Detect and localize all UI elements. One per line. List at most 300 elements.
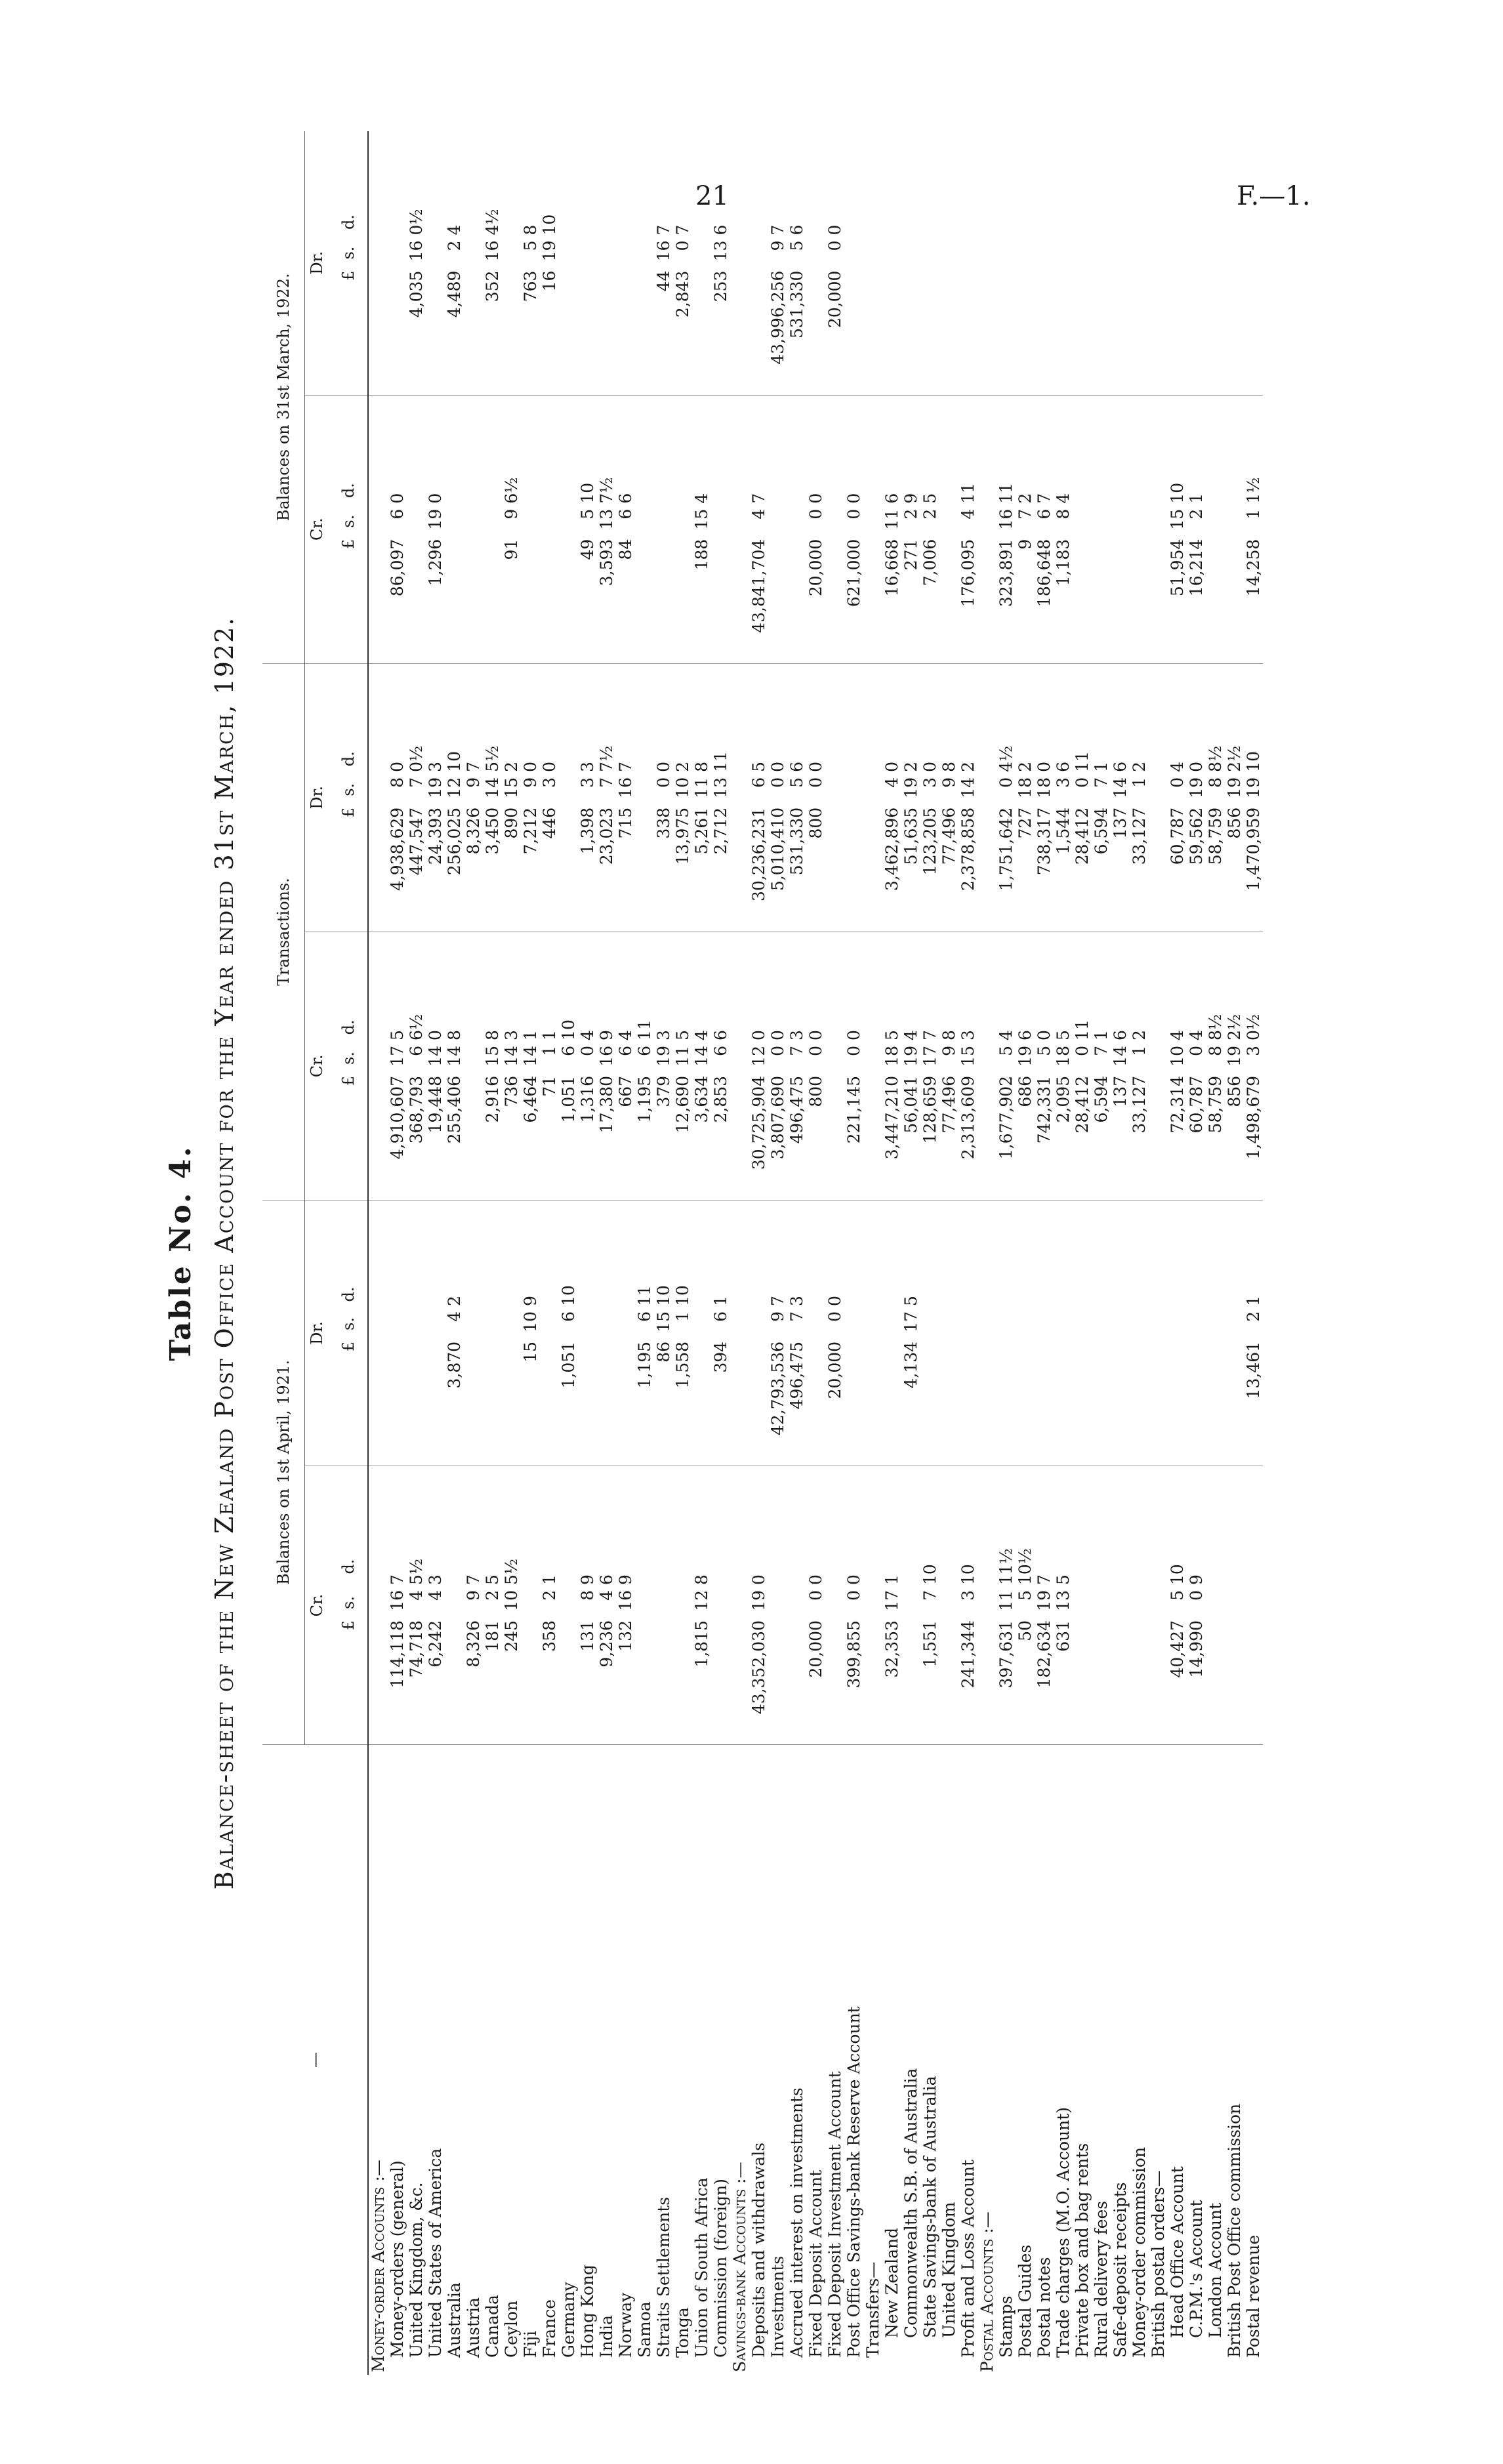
table-row xyxy=(388,131,407,2375)
amount-pounds xyxy=(958,1339,978,1466)
amount-shillings xyxy=(1244,238,1263,268)
amount-pence: 2½ xyxy=(1225,745,1244,772)
amount-pence: 0 xyxy=(844,1574,863,1585)
amount-shillings xyxy=(635,506,654,537)
amount-pence: 7 xyxy=(768,224,787,236)
amount-shillings xyxy=(863,1309,882,1339)
amount-shillings xyxy=(1206,506,1225,537)
amount-pence: 6 xyxy=(882,493,901,504)
amount-pounds: 16,668 xyxy=(882,539,901,597)
amount-pence: 1 xyxy=(882,1574,901,1585)
column-gap xyxy=(597,395,616,475)
amount-pounds xyxy=(1073,1618,1092,1745)
amount-pounds: 394 xyxy=(711,1341,730,1373)
column-gap xyxy=(1054,131,1073,206)
amount-pence xyxy=(939,206,958,237)
column-gap xyxy=(368,1200,388,1280)
amount-pounds xyxy=(882,268,901,396)
amount-pence xyxy=(635,743,654,775)
amount-pounds: 14,990 xyxy=(1187,1620,1206,1678)
amount-shillings: 14 xyxy=(1111,777,1130,798)
amount-pounds: 32,353 xyxy=(882,1620,901,1678)
amount-shillings xyxy=(635,775,654,805)
amount-pounds xyxy=(1073,1339,1092,1466)
amount-pounds: 9 xyxy=(1016,539,1035,550)
amount-pence xyxy=(1092,1280,1111,1309)
amount-pounds: 30,725,904 xyxy=(749,1075,768,1170)
amount-shillings xyxy=(1225,238,1244,268)
column-gap xyxy=(388,932,407,1012)
amount-pence xyxy=(825,743,844,775)
table-row xyxy=(1206,131,1225,2375)
row-label: Union of South Africa xyxy=(692,1745,711,2375)
table-row xyxy=(711,131,730,2375)
amount-pounds: 17,380 xyxy=(597,1075,616,1134)
amount-pounds: 58,759 xyxy=(1206,807,1225,865)
amount-pounds xyxy=(1111,268,1130,396)
amount-pence: 2½ xyxy=(1225,1014,1244,1040)
column-gap xyxy=(388,1200,407,1280)
amount-pence xyxy=(1130,1546,1149,1588)
amount-pounds xyxy=(1054,1339,1073,1466)
column-gap xyxy=(540,1200,559,1280)
column-gap xyxy=(920,1466,939,1546)
column-gap xyxy=(1187,1200,1206,1280)
amount-shillings: 4 xyxy=(407,1590,426,1601)
column-gap xyxy=(958,131,978,206)
column-gap xyxy=(578,1466,597,1546)
amount-pence xyxy=(616,1280,635,1309)
amount-shillings xyxy=(730,506,749,537)
column-gap xyxy=(654,663,673,743)
amount-pence: 0½ xyxy=(1244,1014,1263,1040)
table-row xyxy=(1054,131,1073,2375)
amount-shillings: 18 xyxy=(1035,777,1054,798)
amount-pounds xyxy=(635,268,654,396)
amount-pounds: 114,118 xyxy=(388,1620,407,1689)
amount-pounds xyxy=(997,268,1016,396)
row-label: British Post Office commission xyxy=(1225,1745,1244,2375)
amount-pounds xyxy=(464,1339,483,1466)
amount-pence xyxy=(978,1012,997,1043)
amount-shillings: 0 xyxy=(1187,1590,1206,1601)
amount-shillings: 12 xyxy=(749,1045,768,1067)
amount-pounds: 8,326 xyxy=(464,1620,483,1668)
amount-shillings xyxy=(1016,1309,1035,1339)
amount-shillings: 6 xyxy=(711,1045,730,1056)
amount-pence: 7 xyxy=(920,1030,939,1040)
column-gap xyxy=(635,1466,654,1546)
row-label: Ceylon xyxy=(502,1745,521,2375)
amount-pounds xyxy=(1168,1339,1187,1466)
amount-shillings xyxy=(635,1588,654,1618)
amount-shillings xyxy=(540,506,559,537)
table-row xyxy=(863,131,882,2375)
amount-pence: 9 xyxy=(578,1574,597,1585)
amount-shillings: 16 xyxy=(597,1045,616,1067)
amount-pounds xyxy=(863,1339,882,1466)
column-gap xyxy=(749,395,768,475)
amount-pounds: 74,718 xyxy=(407,1620,426,1678)
table-row xyxy=(1168,131,1187,2375)
amount-pounds xyxy=(882,1339,901,1466)
amount-pounds: 397,631 xyxy=(997,1620,1016,1689)
column-gap xyxy=(1168,932,1187,1012)
amount-shillings: 10 xyxy=(1168,1045,1187,1067)
dr-header: Dr. xyxy=(305,1200,330,1466)
amount-pounds: 60,787 xyxy=(1168,807,1187,865)
amount-pence: 0 xyxy=(388,761,407,772)
column-gap xyxy=(749,932,768,1012)
amount-shillings xyxy=(635,238,654,268)
amount-pence: 7½ xyxy=(597,477,616,504)
amount-pounds xyxy=(407,537,426,664)
column-gap xyxy=(730,932,749,1012)
column-gap xyxy=(464,663,483,743)
amount-pounds: 86 xyxy=(654,1341,673,1363)
amount-shillings xyxy=(407,506,426,537)
amount-shillings: 12 xyxy=(445,777,464,798)
amount-shillings xyxy=(1054,1309,1073,1339)
amount-shillings xyxy=(958,238,978,268)
amount-pence: 3 xyxy=(426,1574,445,1585)
amount-pounds: 253 xyxy=(711,270,730,302)
amount-pence xyxy=(711,475,730,506)
amount-shillings: 9 xyxy=(768,240,787,251)
unit-pence-header: d. xyxy=(329,1280,368,1309)
amount-shillings: 1 xyxy=(673,1311,692,1322)
amount-pence xyxy=(368,206,388,237)
amount-pence: 1 xyxy=(1187,493,1206,504)
amount-shillings: 8 xyxy=(1206,1045,1225,1056)
amount-shillings xyxy=(978,1588,997,1618)
unit-spacer xyxy=(329,131,368,206)
column-gap xyxy=(901,663,920,743)
amount-shillings xyxy=(1225,1588,1244,1618)
amount-pounds: 447,547 xyxy=(407,807,426,876)
amount-shillings: 13 xyxy=(597,508,616,530)
column-gap xyxy=(426,932,445,1012)
amount-pence xyxy=(787,1546,806,1588)
amount-pence: 7 xyxy=(464,1574,483,1585)
amount-pounds xyxy=(578,268,597,396)
amount-pence xyxy=(1206,1280,1225,1309)
table-title: Table No. 4. xyxy=(164,1145,197,1361)
table-row xyxy=(1244,131,1263,2375)
amount-pence: 6½ xyxy=(407,1014,426,1040)
amount-pence: 5 xyxy=(1054,1030,1073,1040)
amount-shillings: 2 xyxy=(1187,508,1206,520)
amount-pounds xyxy=(559,268,578,396)
table-row xyxy=(749,131,768,2375)
sheet-code: F.—1. xyxy=(1237,181,1311,211)
amount-pence xyxy=(1035,1280,1054,1309)
amount-pounds: 2,378,858 xyxy=(958,807,978,892)
amount-pounds xyxy=(1092,1339,1111,1466)
amount-pounds xyxy=(368,537,388,664)
column-gap xyxy=(768,1466,787,1546)
amount-pence xyxy=(1073,475,1092,506)
amount-pounds xyxy=(997,1339,1016,1466)
column-gap xyxy=(958,932,978,1012)
amount-pounds xyxy=(1149,1339,1168,1466)
column-gap xyxy=(787,1466,806,1546)
amount-shillings xyxy=(863,238,882,268)
row-label: Germany xyxy=(559,1745,578,2375)
column-gap xyxy=(863,663,882,743)
amount-pounds xyxy=(1054,268,1073,396)
amount-pounds xyxy=(825,537,844,664)
column-gap xyxy=(483,1200,502,1280)
amount-shillings xyxy=(578,238,597,268)
amount-shillings: 2 xyxy=(483,1590,502,1601)
amount-pence: 11½ xyxy=(997,1548,1016,1585)
amount-shillings xyxy=(559,238,578,268)
amount-pounds: 1,677,902 xyxy=(997,1075,1016,1160)
amount-pounds: 77,496 xyxy=(939,807,958,865)
amount-shillings xyxy=(882,238,901,268)
amount-shillings: 7 xyxy=(787,1045,806,1056)
row-label: Transfers— xyxy=(863,1745,882,2375)
column-gap xyxy=(597,1200,616,1280)
amount-shillings: 19 xyxy=(749,1590,768,1611)
column-gap xyxy=(692,663,711,743)
amount-pounds: 28,412 xyxy=(1073,1075,1092,1134)
amount-pence: 4 xyxy=(1168,1030,1187,1040)
amount-pounds xyxy=(1149,805,1168,932)
column-gap xyxy=(901,1200,920,1280)
amount-shillings xyxy=(920,238,939,268)
column-gap xyxy=(654,1466,673,1546)
amount-pounds: 1,195 xyxy=(635,1341,654,1389)
amount-shillings xyxy=(1149,1309,1168,1339)
amount-shillings: 17 xyxy=(388,1045,407,1067)
amount-shillings xyxy=(1073,1588,1092,1618)
column-gap xyxy=(388,663,407,743)
column-gap xyxy=(1206,663,1225,743)
amount-shillings: 1 xyxy=(540,1045,559,1056)
amount-pence: 3 xyxy=(502,1030,521,1040)
column-gap xyxy=(1054,932,1073,1012)
column-gap xyxy=(1168,395,1187,475)
amount-pence: 5 xyxy=(1054,1574,1073,1585)
column-gap xyxy=(711,1466,730,1546)
column-gap xyxy=(502,1466,521,1546)
amount-pounds: 20,000 xyxy=(806,1620,825,1678)
amount-pounds xyxy=(958,268,978,396)
amount-pence xyxy=(978,743,997,775)
amount-pounds xyxy=(1149,537,1168,664)
amount-shillings: 3 xyxy=(1054,777,1073,788)
unit-spacer xyxy=(329,395,368,475)
amount-pence xyxy=(939,475,958,506)
column-gap xyxy=(464,395,483,475)
unit-pence-header: d. xyxy=(329,1012,368,1043)
column-gap xyxy=(1130,1466,1149,1546)
column-gap xyxy=(901,1466,920,1546)
column-gap xyxy=(882,663,901,743)
column-gap xyxy=(578,131,597,206)
amount-pence xyxy=(1073,1546,1092,1588)
amount-shillings xyxy=(920,1309,939,1339)
amount-pence: 5 xyxy=(901,1296,920,1306)
column-gap xyxy=(1035,1466,1054,1546)
amount-pence: 4 xyxy=(616,1030,635,1040)
column-gap xyxy=(1035,131,1054,206)
amount-pounds: 50 xyxy=(1016,1620,1035,1641)
amount-pounds: 182,634 xyxy=(1035,1620,1054,1689)
amount-pence: 4 xyxy=(901,1030,920,1040)
amount-pounds: 13,975 xyxy=(673,807,692,865)
amount-pounds: 763 xyxy=(521,270,540,302)
amount-shillings xyxy=(825,775,844,805)
table-row xyxy=(654,131,673,2375)
amount-pounds: 188 xyxy=(692,539,711,571)
column-gap xyxy=(749,663,768,743)
amount-pounds xyxy=(540,537,559,664)
amount-pounds xyxy=(1168,268,1187,396)
amount-pounds xyxy=(1244,1618,1263,1745)
row-label: Postal revenue xyxy=(1244,1745,1263,2375)
column-gap xyxy=(1244,1200,1263,1280)
amount-shillings: 7 xyxy=(407,777,426,788)
table-row xyxy=(844,131,863,2375)
amount-pence: 4 xyxy=(997,1030,1016,1040)
column-gap xyxy=(978,932,997,1012)
column-gap xyxy=(768,932,787,1012)
amount-pounds xyxy=(1225,537,1244,664)
amount-pounds: 496,475 xyxy=(787,1341,806,1410)
amount-pence xyxy=(1149,1546,1168,1588)
amount-shillings xyxy=(863,1043,882,1073)
amount-pence xyxy=(978,206,997,237)
amount-pounds: 58,759 xyxy=(1206,1075,1225,1134)
column-gap xyxy=(540,1466,559,1546)
amount-shillings: 0 xyxy=(654,777,673,788)
amount-pence: 10 xyxy=(1168,1564,1187,1585)
amount-pence xyxy=(616,206,635,237)
amount-pence xyxy=(1206,206,1225,237)
amount-pence: 7 xyxy=(464,761,483,772)
amount-pounds xyxy=(654,1618,673,1745)
amount-shillings xyxy=(749,238,768,268)
amount-pounds xyxy=(1016,268,1035,396)
amount-shillings xyxy=(1092,1588,1111,1618)
amount-pence: 6 xyxy=(1111,1030,1130,1040)
column-gap xyxy=(882,932,901,1012)
amount-pence: 4 xyxy=(445,224,464,236)
column-gap xyxy=(654,1200,673,1280)
column-gap xyxy=(597,131,616,206)
amount-pence xyxy=(540,1280,559,1309)
amount-pounds xyxy=(939,268,958,396)
column-gap xyxy=(730,131,749,206)
amount-shillings: 9 xyxy=(768,1311,787,1322)
amount-shillings: 1 xyxy=(1130,1045,1149,1056)
amount-pounds xyxy=(1016,1339,1035,1466)
column-gap xyxy=(1016,1466,1035,1546)
amount-pounds: 30,236,231 xyxy=(749,807,768,901)
column-gap xyxy=(692,1466,711,1546)
row-label: C.P.M.'s Account xyxy=(1187,1745,1206,2375)
amount-shillings: 5 xyxy=(1035,1045,1054,1056)
amount-pence: 10 xyxy=(654,1285,673,1306)
table-row xyxy=(483,131,502,2375)
row-label: Profit and Loss Account xyxy=(958,1745,978,2375)
amount-pounds: 531,330 xyxy=(787,270,806,339)
amount-pence: 9 xyxy=(597,1030,616,1040)
amount-shillings xyxy=(1111,1588,1130,1618)
amount-pence: 11 xyxy=(635,1285,654,1306)
row-label: Investments xyxy=(768,1745,787,2375)
amount-shillings: 0 xyxy=(768,1045,787,1056)
amount-shillings: 0 xyxy=(844,508,863,520)
amount-pounds xyxy=(863,537,882,664)
row-label: Commission (foreign) xyxy=(711,1745,730,2375)
column-gap xyxy=(1111,663,1130,743)
amount-shillings: 11 xyxy=(692,777,711,798)
column-gap xyxy=(863,1466,882,1546)
amount-pounds: 176,095 xyxy=(958,539,978,607)
column-gap xyxy=(1206,395,1225,475)
amount-pence: 2 xyxy=(958,761,978,772)
amount-pounds: 4,910,607 xyxy=(388,1075,407,1160)
column-gap xyxy=(997,395,1016,475)
amount-pence xyxy=(768,475,787,506)
amount-shillings xyxy=(825,506,844,537)
column-gap xyxy=(616,663,635,743)
amount-shillings: 4 xyxy=(958,508,978,520)
row-label: Rural delivery fees xyxy=(1092,1745,1111,2375)
amount-pounds: 33,127 xyxy=(1130,807,1149,865)
column-gap xyxy=(616,395,635,475)
column-gap xyxy=(939,1200,958,1280)
amount-pounds xyxy=(1225,1339,1244,1466)
column-gap xyxy=(559,1200,578,1280)
amount-pounds: 33,127 xyxy=(1130,1075,1149,1134)
amount-pounds xyxy=(388,268,407,396)
amount-pence: 4 xyxy=(692,493,711,504)
table-row xyxy=(445,131,464,2375)
amount-pence: 9 xyxy=(616,1574,635,1585)
amount-pounds xyxy=(863,1618,882,1745)
table-row xyxy=(559,131,578,2375)
amount-shillings xyxy=(464,1043,483,1073)
table-row xyxy=(426,131,445,2375)
amount-shillings xyxy=(483,1309,502,1339)
dr-header: Dr. xyxy=(308,251,326,275)
column-gap xyxy=(863,932,882,1012)
table-row xyxy=(1016,131,1035,2375)
amount-shillings xyxy=(445,506,464,537)
amount-pence xyxy=(654,1546,673,1588)
amount-pounds xyxy=(635,1618,654,1745)
amount-pounds: 1,751,642 xyxy=(997,807,1016,892)
amount-shillings: 7 xyxy=(920,1590,939,1601)
amount-shillings xyxy=(1130,1309,1149,1339)
amount-pounds xyxy=(445,1618,464,1745)
amount-shillings: 19 xyxy=(1225,1045,1244,1067)
amount-pence xyxy=(997,206,1016,237)
column-gap xyxy=(958,1200,978,1280)
amount-pence xyxy=(464,475,483,506)
row-label: Canada xyxy=(483,1745,502,2375)
table-row xyxy=(768,131,787,2375)
amount-pounds: 368,793 xyxy=(407,1075,426,1144)
amount-pounds xyxy=(1111,537,1130,664)
amount-shillings: 6 xyxy=(616,508,635,520)
column-gap xyxy=(635,932,654,1012)
